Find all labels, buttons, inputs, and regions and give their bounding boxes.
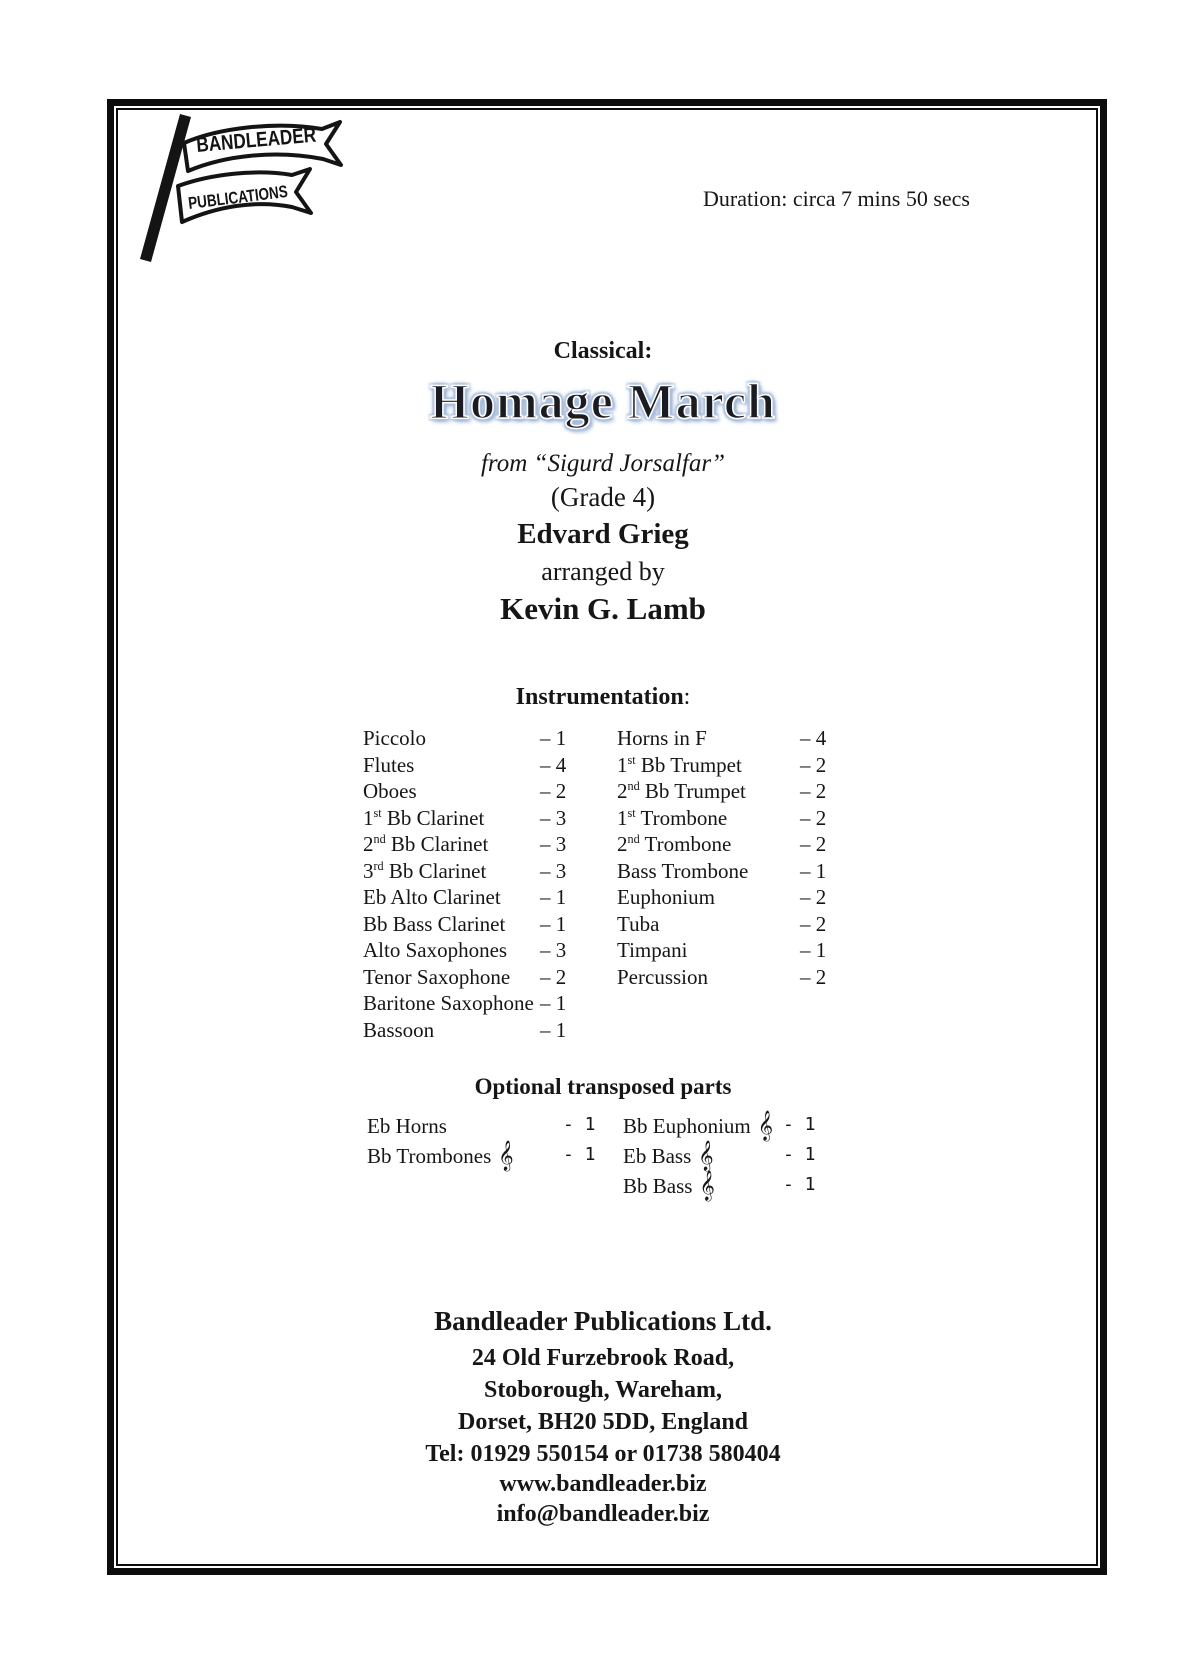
optional-part-row [367,1114,596,1144]
piece-subtitle: from “Sigurd Jorsalfar” [480,450,726,477]
publisher-name: Bandleader Publications Ltd. [434,1306,772,1336]
instrument-count: – 2 [800,779,827,803]
part-name-text: Bb Euphonium [623,1114,751,1138]
instrument-name [617,965,800,990]
instrument-name [363,806,540,831]
arranger-name: Kevin G. Lamb [500,591,706,626]
logo-text-publications: PUBLICATIONS [187,178,315,213]
instrument-name [363,859,540,884]
name-post: Bb Trumpet [635,752,742,777]
optional-part-count: - 1 [783,1144,816,1165]
publisher-phone: Tel: 01929 550154 or 01738 580404 [425,1441,781,1467]
optional-part-count: - 1 [563,1144,596,1165]
instrument-count: – 1 [800,858,827,883]
name-pre: Bb Bass Clarinet [363,911,506,936]
instrument-row [363,753,566,780]
optional-parts-heading: Optional transposed parts [474,1074,732,1099]
instrumentation-heading-colon: : [683,684,691,710]
instrument-count: – 3 [540,858,567,883]
instrument-row [363,938,566,965]
publisher-email: info@bandleader.biz [496,1501,710,1527]
instrument-row [363,912,566,939]
instrument-name [617,779,800,804]
optional-part-row [623,1111,816,1144]
instrument-count: – 2 [540,964,567,989]
name-pre: Tuba [617,911,660,936]
optional-right-column [623,1111,816,1204]
instrument-name [617,885,800,910]
instrumentation-right-column [617,726,826,991]
name-pre: 1 [617,752,628,777]
instrument-row [363,779,566,806]
name-post: Bb Clarinet [381,805,485,830]
instrument-count: – 2 [800,911,827,936]
instrumentation-left-column [363,726,566,1044]
name-post: Trombone [639,832,732,856]
treble-clef-icon: 𝄞 [757,1111,774,1141]
instrument-count: – 1 [540,726,567,750]
instrument-row [617,726,826,753]
instrument-row [617,965,826,992]
instrument-row [363,726,566,753]
instrument-row [363,832,566,859]
instrument-row [617,885,826,912]
instrument-name [363,779,540,804]
optional-part-count: - 1 [783,1114,816,1135]
part-name-text: Eb Horns [367,1114,447,1138]
name-pre: 1 [617,805,628,830]
instrument-name [363,753,540,778]
instrument-name [363,991,540,1016]
name-pre: 1 [363,805,374,830]
instrument-name [363,965,540,990]
optional-part-name [623,1111,783,1141]
instrument-row [617,832,826,859]
optional-part-row [623,1171,816,1204]
ordinal-suffix: rd [373,858,384,873]
optional-part-count: - 1 [563,1114,596,1135]
instrument-count: – 4 [800,726,827,750]
instrument-count: – 3 [540,805,567,830]
instrument-count: – 1 [800,938,827,962]
optional-part-count: - 1 [783,1174,816,1195]
optional-part-name [623,1171,783,1201]
duration-text: Duration: circa 7 mins 50 secs [703,186,970,211]
name-post: Bb Clarinet [385,832,489,856]
instrument-count: – 2 [800,805,827,830]
instrument-name [363,938,540,963]
name-pre: Horns in F [617,726,707,750]
instrument-count: – 3 [540,832,567,856]
instrument-row [363,991,566,1018]
instrument-row [617,753,826,780]
instrument-row [617,912,826,939]
ordinal-suffix: nd [627,779,640,793]
instrument-name [617,726,800,751]
instrument-count: – 1 [540,991,567,1015]
treble-clef-icon: 𝄞 [698,1141,714,1171]
optional-part-name [367,1141,563,1171]
name-pre: Euphonium [617,885,715,909]
name-pre: Piccolo [363,726,426,750]
instrument-count: – 2 [800,832,827,856]
name-pre: 3 [363,858,374,883]
instrument-row [617,779,826,806]
instrument-count: – 1 [540,911,567,936]
instrument-row [617,859,826,886]
ordinal-suffix: st [627,805,636,820]
name-pre: Timpani [617,938,688,962]
optional-part-name [367,1114,563,1139]
instrument-count: – 2 [800,885,827,909]
name-pre: Bass Trombone [617,858,749,883]
piece-title: Homage March [430,373,776,429]
logo-text-bandleader: BANDLEADER [195,121,344,157]
instrument-count: – 4 [540,752,567,777]
composer-name: Edvard Grieg [517,518,689,550]
treble-clef-icon: 𝄞 [699,1171,715,1201]
optional-part-name [623,1141,783,1171]
instrument-count: – 3 [540,938,567,962]
instrument-row [363,859,566,886]
publisher-address-line1: 24 Old Furzebrook Road, [471,1345,735,1371]
name-post: Bb Trumpet [639,779,746,803]
instrument-name [617,912,800,937]
part-name-text: Eb Bass [623,1144,692,1168]
optional-left-column [367,1114,596,1174]
name-pre: 2 [363,832,374,856]
name-pre: Eb Alto Clarinet [363,885,501,909]
instrument-row [363,885,566,912]
instrument-count: – 2 [540,779,567,803]
instrumentation-heading-text: Instrumentation [515,684,684,710]
instrument-count: – 1 [540,1017,567,1042]
instrument-name [363,832,540,857]
name-pre: Bassoon [363,1017,435,1042]
ordinal-suffix: nd [373,832,386,846]
instrument-name [363,1018,540,1043]
category-label: Classical: [553,338,653,364]
instrument-name [617,938,800,963]
instrument-count: – 2 [800,752,827,777]
instrument-row [363,965,566,992]
instrument-count: – 2 [800,964,827,989]
optional-part-row [623,1141,816,1174]
part-name-text: Bb Bass [623,1174,693,1198]
grade-label: (Grade 4) [550,482,656,512]
name-pre: Tenor Saxophone [363,964,511,989]
name-pre: 2 [617,779,628,803]
name-post: Trombone [635,805,728,830]
name-pre: Alto Saxophones [363,938,508,962]
ordinal-suffix: st [373,805,382,820]
name-pre: Flutes [363,752,415,777]
name-pre: Oboes [363,779,417,803]
name-pre: Baritone Saxophone [363,991,534,1015]
name-pre: Percussion [617,964,708,989]
instrument-name [617,806,800,831]
ordinal-suffix: st [627,752,636,767]
bandleader-logo [126,110,371,265]
ordinal-suffix: nd [627,832,640,846]
publisher-address-line2: Stoborough, Wareham, [483,1377,723,1403]
instrument-name [617,753,800,778]
name-pre: 2 [617,832,628,856]
publisher-address-line3: Dorset, BH20 5DD, England [457,1409,749,1435]
instrument-name [363,726,540,751]
instrument-row [363,806,566,833]
instrument-name [617,859,800,884]
instrument-name [363,885,540,910]
instrument-count: – 1 [540,885,567,909]
part-name-text: Bb Trombones [367,1144,492,1168]
instrument-row [363,1018,566,1045]
instrument-row [617,938,826,965]
instrument-row [617,806,826,833]
instrument-name [617,832,800,857]
name-post: Bb Clarinet [383,858,487,883]
instrumentation-heading [110,684,1096,711]
arranged-by-label: arranged by [541,557,665,586]
treble-clef-icon: 𝄞 [498,1141,514,1171]
publisher-website: www.bandleader.biz [499,1471,707,1497]
instrument-name [363,912,540,937]
optional-part-row [367,1141,596,1174]
